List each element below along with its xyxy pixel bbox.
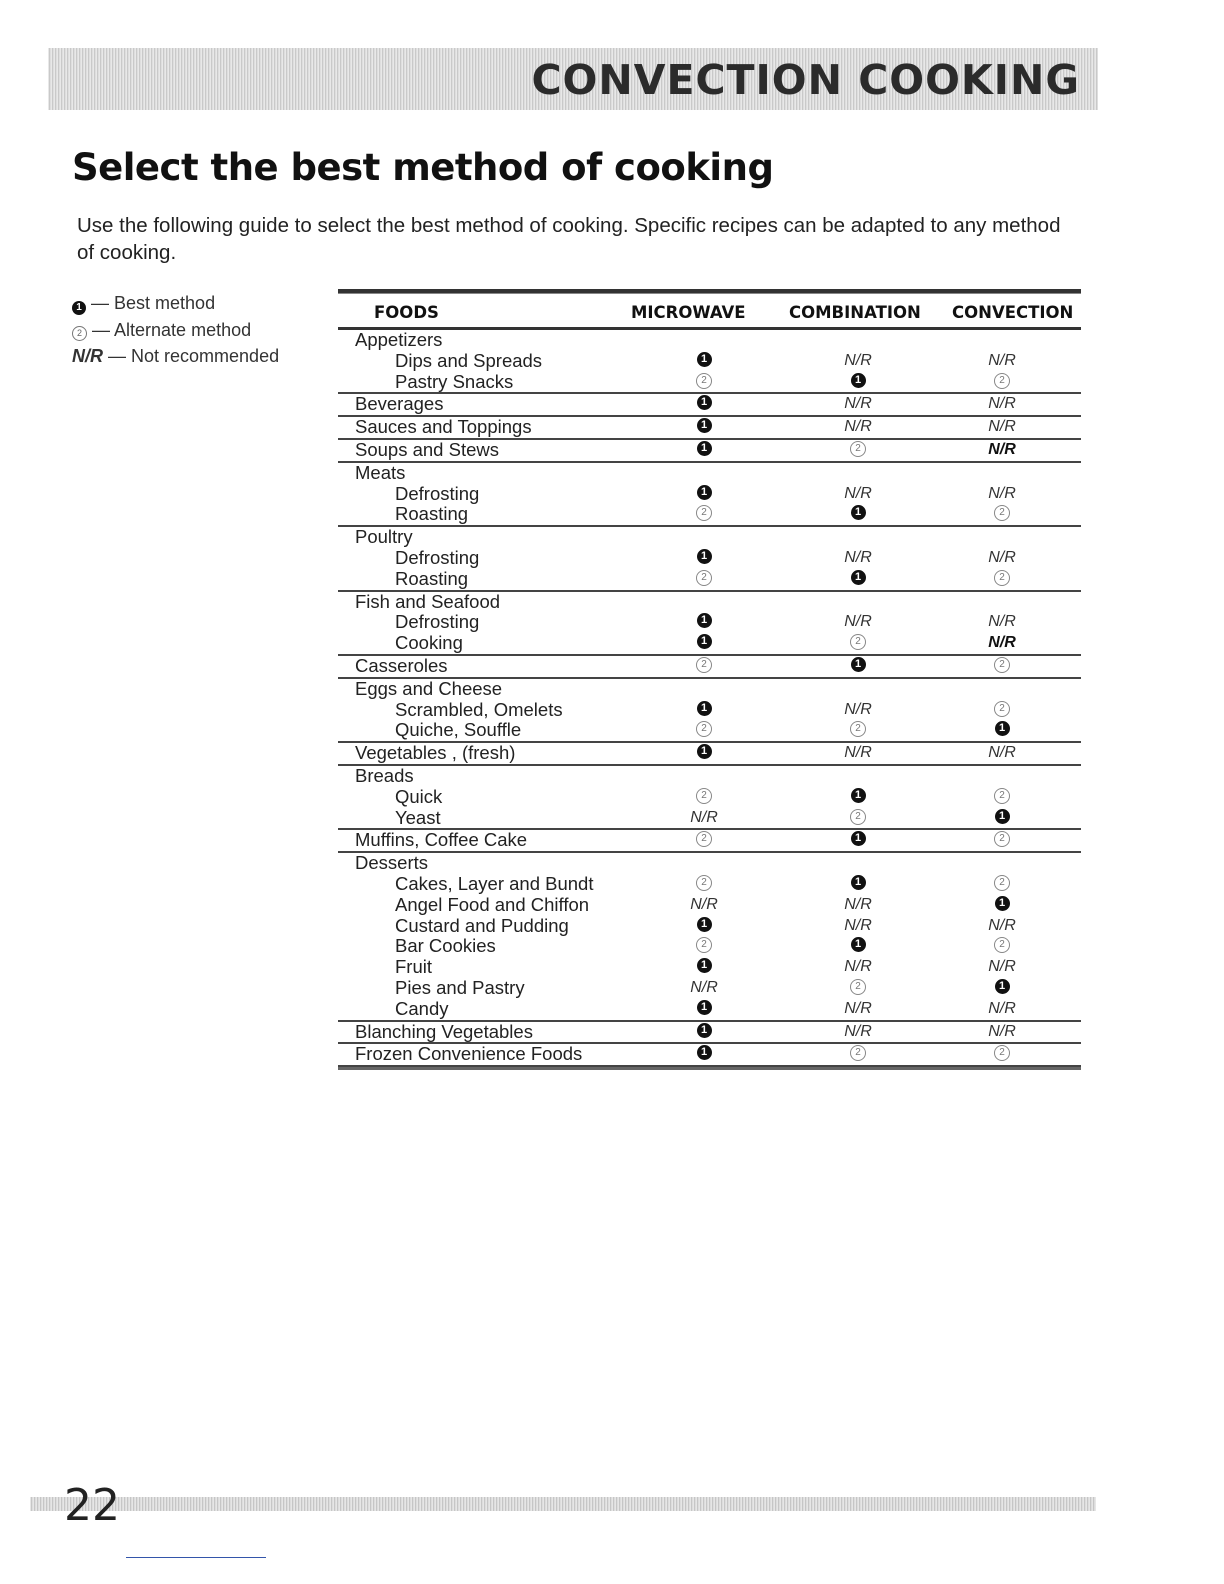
- table-subrow: [338, 787, 1081, 808]
- convection-alternate-method-icon: [982, 657, 1022, 673]
- table-subrow: [338, 895, 1081, 916]
- microwave-alternate-method-icon: [684, 721, 724, 737]
- legend: [72, 290, 312, 370]
- table-subrow: [338, 808, 1081, 829]
- combination-not-recommended-mark: [838, 1023, 878, 1041]
- microwave-best-method-icon: [684, 744, 724, 759]
- food-group: [338, 417, 1081, 440]
- microwave-best-method-icon: [684, 701, 724, 716]
- table-row: [338, 1022, 1081, 1043]
- legend-best-text: — Best method: [91, 293, 216, 313]
- combination-best-method-icon: [838, 505, 878, 520]
- food-name: Defrosting: [395, 546, 480, 568]
- food-group: [338, 1044, 1081, 1067]
- combination-not-recommended-mark: [838, 701, 878, 719]
- convection-not-recommended-mark: [982, 418, 1022, 436]
- microwave-alternate-method-icon: [684, 570, 724, 586]
- food-group: [338, 330, 1081, 394]
- microwave-best-method-icon: [684, 549, 724, 564]
- combination-not-recommended-mark: [838, 1000, 878, 1018]
- table-row: [338, 417, 1081, 438]
- header-convection: CONVECTION: [952, 303, 1074, 322]
- microwave-best-method-icon: [684, 485, 724, 500]
- table-subrow: [338, 484, 1081, 505]
- microwave-alternate-method-icon: [684, 788, 724, 804]
- combination-not-recommended-mark: [838, 917, 878, 935]
- legend-nr-text: — Not recommended: [108, 346, 280, 366]
- microwave-best-method-icon: [684, 917, 724, 932]
- microwave-alternate-method-icon: [684, 937, 724, 953]
- food-name: Defrosting: [395, 611, 480, 633]
- table-row: [338, 766, 1081, 787]
- table-subrow: [338, 351, 1081, 372]
- food-name: Muffins, Coffee Cake: [355, 829, 528, 851]
- table-subrow: [338, 936, 1081, 957]
- food-name: Yeast: [395, 806, 441, 828]
- table-subrow: [338, 978, 1081, 999]
- convection-not-recommended-mark: [982, 1023, 1022, 1041]
- combination-best-method-icon: [838, 788, 878, 803]
- food-name: Candy: [395, 997, 449, 1019]
- convection-not-recommended-mark: [982, 634, 1022, 652]
- microwave-not-recommended-mark: [684, 809, 724, 827]
- legend-best: [72, 290, 312, 317]
- table-row: [338, 830, 1081, 851]
- convection-not-recommended-mark: [982, 549, 1022, 567]
- table-row: [338, 743, 1081, 764]
- combination-not-recommended-mark: [838, 418, 878, 436]
- combination-best-method-icon: [838, 373, 878, 388]
- combination-alternate-method-icon: [838, 979, 878, 995]
- microwave-not-recommended-mark: [684, 896, 724, 914]
- food-name: Dips and Spreads: [395, 349, 543, 371]
- table-subrow: [338, 548, 1081, 569]
- combination-best-method-icon: [838, 937, 878, 952]
- table-subrow: [338, 372, 1081, 393]
- table-row: [338, 679, 1081, 700]
- microwave-best-method-icon: [684, 418, 724, 433]
- table-subrow: [338, 999, 1081, 1020]
- table-subrow: [338, 874, 1081, 895]
- combination-best-method-icon: [838, 831, 878, 846]
- table-subrow: [338, 700, 1081, 721]
- combination-not-recommended-mark: [838, 549, 878, 567]
- combination-alternate-method-icon: [838, 441, 878, 457]
- combination-best-method-icon: [838, 657, 878, 672]
- microwave-best-method-icon: [684, 613, 724, 628]
- food-name: Bar Cookies: [395, 935, 496, 957]
- footer-bar: [30, 1497, 1096, 1511]
- food-name: Quick: [395, 785, 443, 807]
- legend-not-recommended: [72, 343, 312, 370]
- convection-alternate-method-icon: [982, 937, 1022, 953]
- combination-not-recommended-mark: [838, 395, 878, 413]
- convection-alternate-method-icon: [982, 505, 1022, 521]
- not-recommended-label: N/R: [72, 346, 103, 366]
- alternate-method-icon: 2: [72, 326, 87, 341]
- combination-not-recommended-mark: [838, 896, 878, 914]
- combination-best-method-icon: [838, 570, 878, 585]
- page-heading: Select the best method of cooking: [72, 146, 774, 189]
- food-name: Eggs and Cheese: [355, 677, 503, 699]
- convection-not-recommended-mark: [982, 1000, 1022, 1018]
- intro-paragraph: Use the following guide to select the best method of cooking. Specific recipes can be adapted to any method of cooking.: [77, 214, 1061, 264]
- food-name: Fruit: [395, 956, 432, 978]
- table-body: [338, 330, 1081, 1067]
- food-name: Frozen Convenience Foods: [355, 1043, 583, 1065]
- food-group: [338, 1022, 1081, 1045]
- table-subrow: [338, 633, 1081, 654]
- table-row: [338, 440, 1081, 461]
- legend-alternate: [72, 317, 312, 344]
- table-bottom-rule: [338, 1067, 1081, 1070]
- microwave-best-method-icon: [684, 395, 724, 410]
- combination-alternate-method-icon: [838, 809, 878, 825]
- combination-alternate-method-icon: [838, 721, 878, 737]
- microwave-best-method-icon: [684, 441, 724, 456]
- food-name: Quiche, Souffle: [395, 719, 522, 741]
- convection-alternate-method-icon: [982, 701, 1022, 717]
- best-method-icon: 1: [72, 301, 86, 315]
- food-name: Breads: [355, 764, 414, 786]
- combination-not-recommended-mark: [838, 352, 878, 370]
- header-foods: FOODS: [374, 303, 439, 322]
- convection-alternate-method-icon: [982, 831, 1022, 847]
- food-name: Cooking: [395, 632, 463, 654]
- table-subrow: [338, 957, 1081, 978]
- header-combination: COMBINATION: [789, 303, 921, 322]
- table-row: [338, 656, 1081, 677]
- microwave-alternate-method-icon: [684, 505, 724, 521]
- food-group: [338, 463, 1081, 527]
- convection-not-recommended-mark: [982, 744, 1022, 762]
- convection-alternate-method-icon: [982, 875, 1022, 891]
- convection-best-method-icon: [982, 721, 1022, 736]
- food-name: Desserts: [355, 852, 428, 874]
- microwave-not-recommended-mark: [684, 979, 724, 997]
- table-row: [338, 853, 1081, 874]
- convection-best-method-icon: [982, 979, 1022, 994]
- microwave-alternate-method-icon: [684, 373, 724, 389]
- food-group: [338, 766, 1081, 830]
- food-name: Beverages: [355, 393, 444, 415]
- combination-not-recommended-mark: [838, 744, 878, 762]
- cooking-method-table: [338, 289, 1081, 1070]
- microwave-best-method-icon: [684, 634, 724, 649]
- microwave-best-method-icon: [684, 1045, 724, 1060]
- combination-alternate-method-icon: [838, 634, 878, 650]
- microwave-best-method-icon: [684, 1000, 724, 1015]
- food-name: Casseroles: [355, 654, 448, 676]
- table-subrow: [338, 612, 1081, 633]
- table-row: [338, 394, 1081, 415]
- combination-best-method-icon: [838, 875, 878, 890]
- header-microwave: MICROWAVE: [631, 303, 746, 322]
- food-name: Custard and Pudding: [395, 914, 569, 936]
- convection-not-recommended-mark: [982, 352, 1022, 370]
- combination-alternate-method-icon: [838, 1045, 878, 1061]
- convection-best-method-icon: [982, 809, 1022, 824]
- food-group: [338, 527, 1081, 591]
- page-number: 22: [64, 1480, 120, 1531]
- table-subrow: [338, 504, 1081, 525]
- table-row: [338, 592, 1081, 613]
- convection-not-recommended-mark: [982, 958, 1022, 976]
- convection-alternate-method-icon: [982, 1045, 1022, 1061]
- table-row: [338, 463, 1081, 484]
- food-group: [338, 679, 1081, 743]
- food-group: [338, 743, 1081, 766]
- food-name: Blanching Vegetables: [355, 1020, 533, 1042]
- food-name: Defrosting: [395, 482, 480, 504]
- food-name: Sauces and Toppings: [355, 416, 532, 438]
- food-group: [338, 592, 1081, 656]
- convection-not-recommended-mark: [982, 395, 1022, 413]
- table-row: [338, 330, 1081, 351]
- section-banner: [48, 48, 1098, 110]
- food-name: Vegetables , (fresh): [355, 742, 516, 764]
- section-title: CONVECTION COOKING: [531, 56, 1080, 104]
- microwave-alternate-method-icon: [684, 657, 724, 673]
- convection-not-recommended-mark: [982, 917, 1022, 935]
- convection-not-recommended-mark: [982, 441, 1022, 459]
- food-name: Poultry: [355, 526, 413, 548]
- convection-alternate-method-icon: [982, 570, 1022, 586]
- convection-alternate-method-icon: [982, 373, 1022, 389]
- combination-not-recommended-mark: [838, 485, 878, 503]
- food-name: Pastry Snacks: [395, 370, 514, 392]
- microwave-alternate-method-icon: [684, 875, 724, 891]
- convection-alternate-method-icon: [982, 788, 1022, 804]
- food-name: Angel Food and Chiffon: [395, 893, 590, 915]
- food-name: Pies and Pastry: [395, 976, 525, 998]
- combination-not-recommended-mark: [838, 613, 878, 631]
- table-subrow: [338, 569, 1081, 590]
- table-row: [338, 1044, 1081, 1065]
- convection-not-recommended-mark: [982, 485, 1022, 503]
- food-group: [338, 394, 1081, 417]
- food-name: Roasting: [395, 503, 469, 525]
- food-name: Meats: [355, 461, 406, 483]
- convection-not-recommended-mark: [982, 613, 1022, 631]
- table-subrow: [338, 720, 1081, 741]
- food-name: Cakes, Layer and Bundt: [395, 872, 594, 894]
- food-name: Scrambled, Omelets: [395, 698, 563, 720]
- table-row: [338, 527, 1081, 548]
- convection-best-method-icon: [982, 896, 1022, 911]
- food-name: Roasting: [395, 567, 469, 589]
- table-header: [338, 294, 1081, 330]
- food-group: [338, 440, 1081, 463]
- food-name: Soups and Stews: [355, 438, 499, 460]
- microwave-best-method-icon: [684, 958, 724, 973]
- food-group: [338, 830, 1081, 853]
- table-subrow: [338, 916, 1081, 937]
- food-name: Fish and Seafood: [355, 590, 501, 612]
- microwave-best-method-icon: [684, 1023, 724, 1038]
- food-group: [338, 853, 1081, 1021]
- microwave-best-method-icon: [684, 352, 724, 367]
- footer-rule: [126, 1557, 266, 1558]
- food-name: Appetizers: [355, 329, 443, 350]
- combination-not-recommended-mark: [838, 958, 878, 976]
- microwave-alternate-method-icon: [684, 831, 724, 847]
- legend-alt-text: — Alternate method: [92, 319, 252, 340]
- food-group: [338, 656, 1081, 679]
